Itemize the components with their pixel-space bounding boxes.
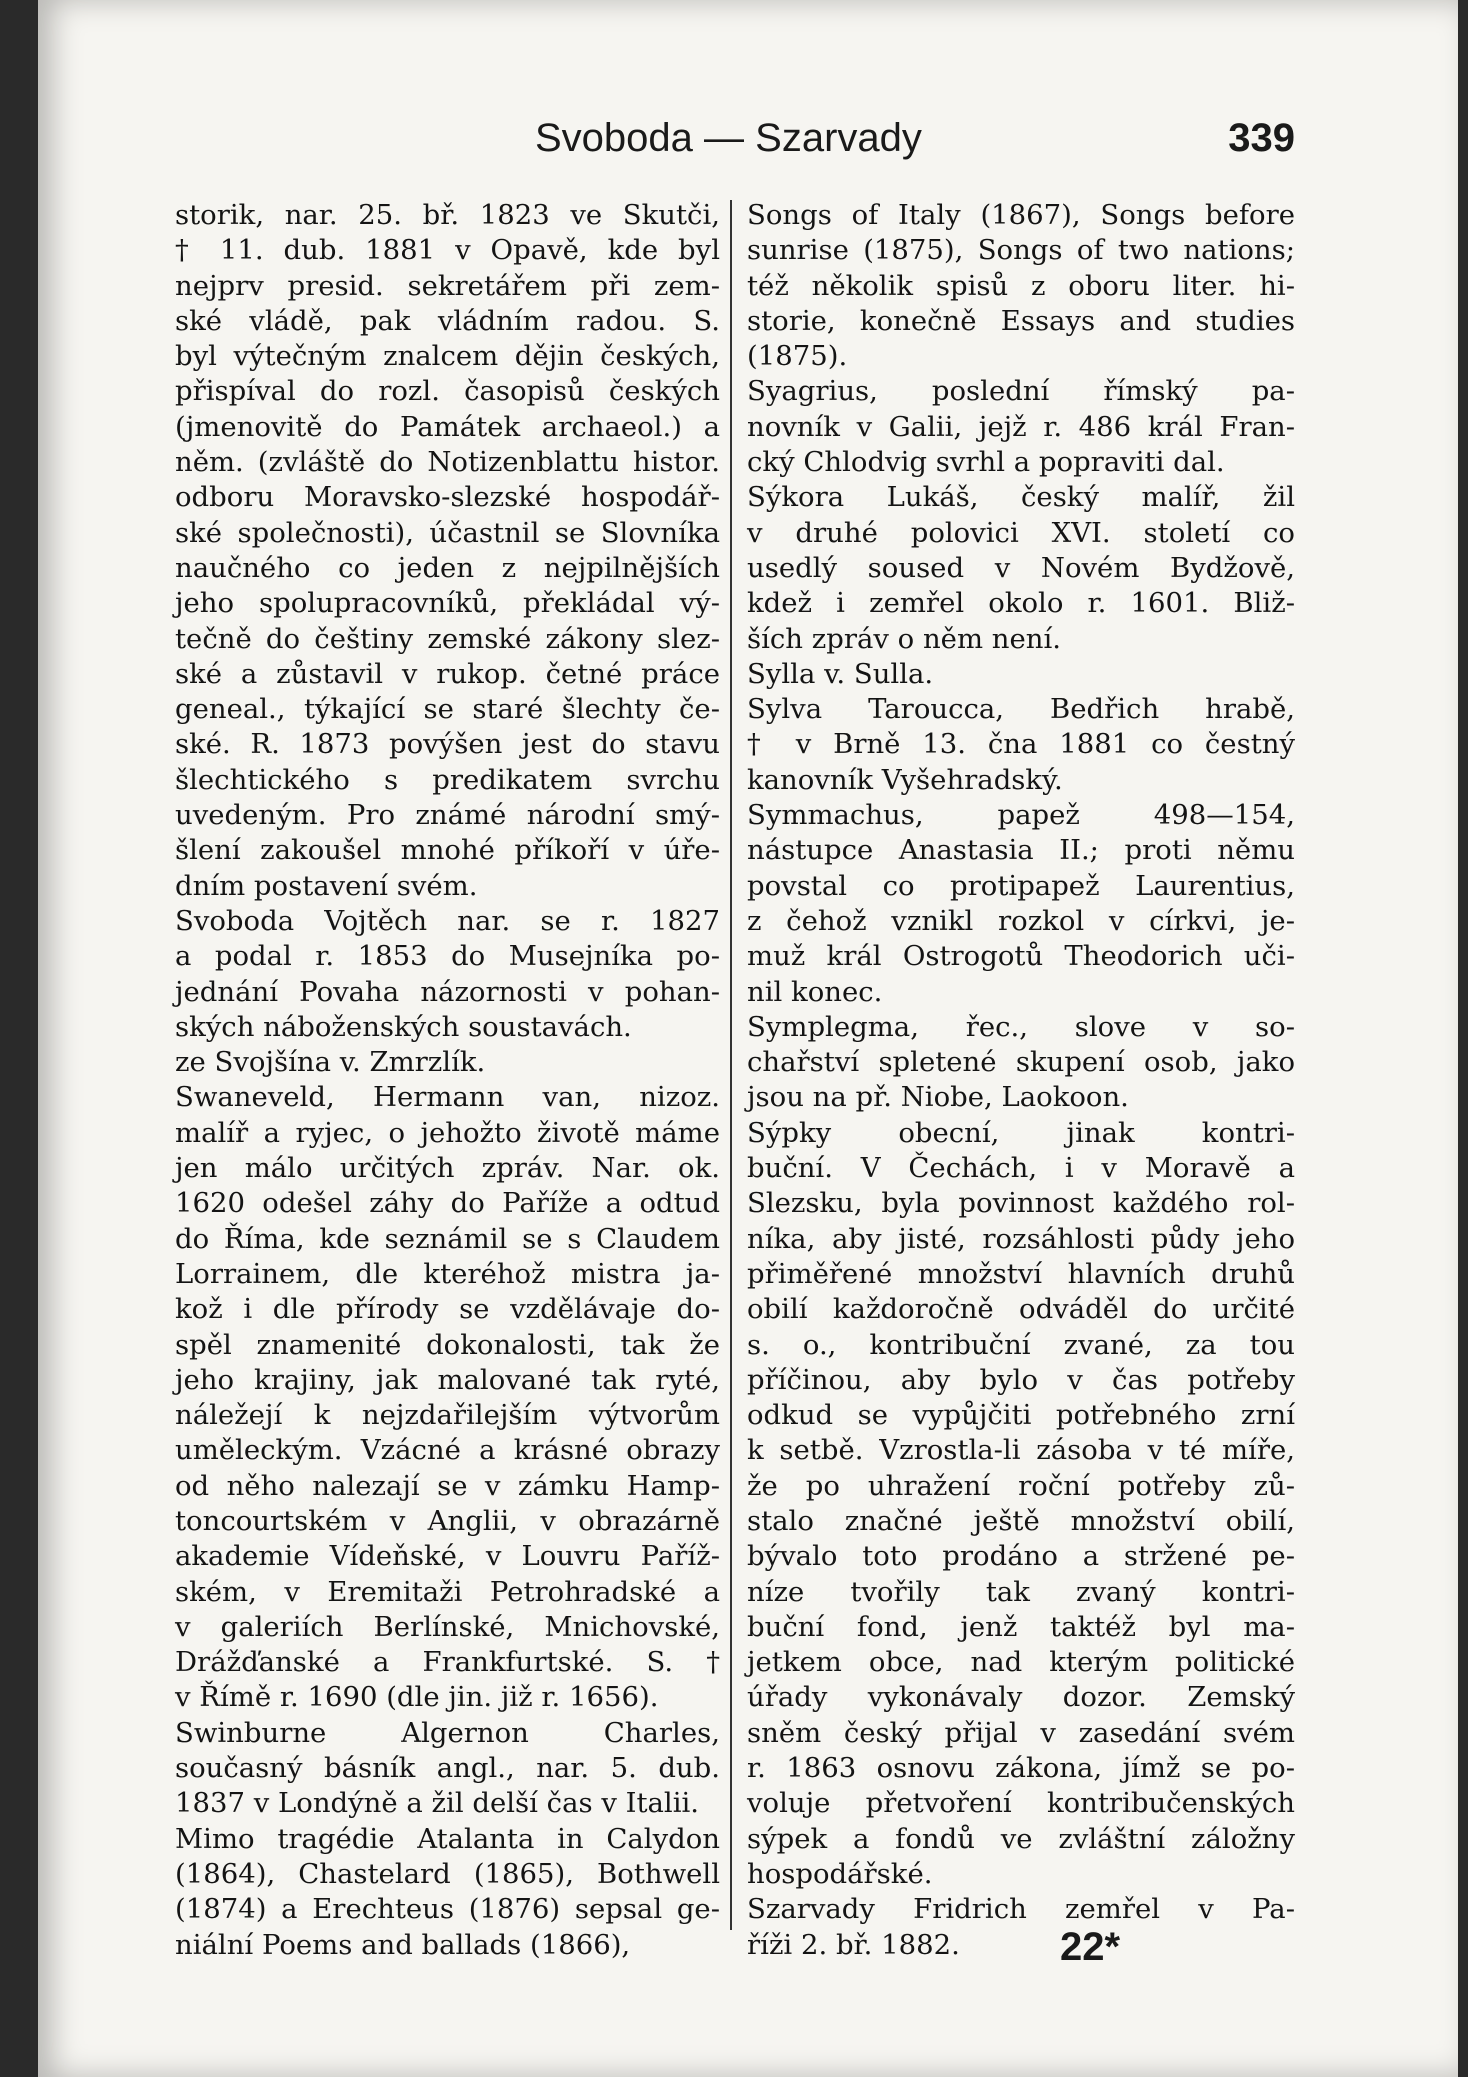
text-line: buční. V Čechách, i v Moravě a [747, 1152, 1295, 1185]
text-line: jen málo určitých zpráv. Nar. ok. [175, 1152, 720, 1185]
signature-mark: 22* [1060, 1925, 1121, 1969]
text-line: v Římě r. 1690 (dle jin. již r. 1656). [175, 1681, 659, 1714]
text-line: ské. R. 1873 povýšen jest do stavu [175, 728, 720, 761]
text-line: k setbě. Vzrostla-li zásoba v té míře, [747, 1434, 1295, 1467]
text-line: spěl znamenité dokonalosti, tak že [175, 1328, 720, 1361]
text-line: 1620 odešel záhy do Paříže a odtud [175, 1187, 720, 1220]
text-line: malíř a ryjec, o jehožto životě máme [175, 1116, 720, 1149]
text-line: nil konec. [747, 975, 883, 1008]
text-line: Lorrainem, dle kteréhož mistra ja- [175, 1257, 720, 1290]
text-line: cký Chlodvig svrhl a popraviti dal. [747, 446, 1225, 479]
text-line: z čehož vznikl rozkol v církvi, je- [747, 904, 1295, 937]
text-line: Songs of Italy (1867), Songs before [747, 199, 1295, 231]
text-line: (jmenovitě do Památek archaeol.) a [175, 410, 720, 443]
text-line: Slezsku, byla povinnost každého rol- [747, 1187, 1295, 1220]
text-line: uměleckým. Vzácné a krásné obrazy [175, 1434, 720, 1467]
text-line: šlení zakoušel mnohé příkoří v úře- [175, 834, 720, 867]
text-line: ských náboženských soustavách. [175, 1010, 632, 1043]
text-line: níze tvořily tak zvaný kontri- [747, 1575, 1295, 1608]
text-line: Symplegma, řec., slove v so- [747, 1010, 1295, 1043]
text-line: níka, aby jisté, rozsáhlosti půdy jeho [747, 1222, 1295, 1255]
left-column [175, 198, 720, 1963]
text-line: Drážďanské a Frankfurtské. S. † [175, 1646, 720, 1679]
text-line: též několik spisů z oboru liter. hi- [747, 269, 1295, 302]
text-line: jsou na př. Niobe, Laokoon. [747, 1081, 1129, 1114]
text-line: ském, v Eremitaži Petrohradské a [175, 1575, 720, 1608]
text-line: usedlý soused v Novém Bydžově, [747, 551, 1295, 584]
text-line: jeho krajiny, jak malované tak ryté, [175, 1363, 720, 1396]
text-line: stalo značné ještě množství obilí, [747, 1504, 1295, 1537]
text-line: kdež i zemřel okolo r. 1601. Bliž- [747, 587, 1295, 620]
text-line: akademie Vídeňské, v Louvru Paříž- [175, 1540, 720, 1573]
column-divider [730, 200, 732, 1930]
running-header [155, 116, 1295, 176]
text-line: chařství spletené skupení osob, jako [747, 1046, 1295, 1079]
text-line: příčinou, aby bylo v čas potřeby [747, 1363, 1295, 1396]
text-line: v druhé polovici XVI. století co [747, 516, 1295, 549]
text-line: (1864), Chastelard (1865), Bothwell [175, 1857, 720, 1890]
text-line: šlechtického s predikatem svrchu [175, 763, 720, 796]
text-line: úřady vykonávaly dozor. Zemský [747, 1681, 1295, 1714]
text-line: ších zpráv o něm není. [747, 622, 1062, 655]
text-line: Szarvady Fridrich zemřel v Pa- [747, 1893, 1295, 1926]
text-line: Sýkora Lukáš, český malíř, žil [747, 481, 1295, 514]
text-line: Swaneveld, Hermann van, nizoz. [175, 1081, 720, 1114]
text-line: ské společnosti), účastnil se Slovníka [175, 516, 720, 549]
text-line: ze Svojšína v. Zmrzlík. [175, 1046, 486, 1079]
text-line: Syagrius, poslední římský pa- [747, 375, 1295, 408]
text-line: Swinburne Algernon Charles, [175, 1716, 720, 1749]
running-title: Svoboda — Szarvady [535, 116, 922, 160]
text-line: sýpek a fondů ve zvláštní záložny [747, 1822, 1295, 1855]
text-line: sunrise (1875), Songs of two nations; [747, 234, 1295, 267]
text-line: sněm český přijal v zasedání svém [747, 1716, 1295, 1749]
text-line: obilí každoročně odváděl do určité [747, 1293, 1295, 1326]
text-line: jeho spolupracovníků, překládal vý- [175, 587, 720, 620]
text-line: 1837 v Londýně a žil delší čas v Italii. [175, 1787, 700, 1820]
text-line: storik, nar. 25. bř. 1823 ve Skutči, [175, 199, 720, 231]
text-line: (1874) a Erechteus (1876) sepsal ge- [175, 1893, 720, 1926]
text-line: (1875). [747, 340, 848, 373]
text-line: že po uhražení roční potřeby zů- [747, 1469, 1295, 1502]
text-line: jednání Povaha názornosti v pohan- [175, 975, 720, 1008]
text-line: v galeriích Berlínské, Mnichovské, [175, 1610, 720, 1643]
text-line: nejprv presid. sekretářem při zem- [175, 269, 720, 302]
text-line: odkud se vypůjčiti potřebného zrní [747, 1399, 1295, 1432]
text-line: niální Poems and ballads (1866), [175, 1928, 631, 1961]
text-line: hospodářské. [747, 1857, 933, 1890]
text-line: kanovník Vyšehradský. [747, 763, 1063, 796]
text-line: jetkem obce, nad kterým politické [747, 1646, 1295, 1679]
text-line: bývalo toto prodáno a stržené pe- [747, 1540, 1295, 1573]
text-line: Sýpky obecní, jinak kontri- [747, 1116, 1295, 1149]
text-line: storie, konečně Essays and studies [747, 304, 1295, 337]
text-line: naučného co jeden z nejpilnějších [175, 551, 720, 584]
text-line: dním postavení svém. [175, 869, 478, 902]
text-line: do Říma, kde seznámil se s Claudem [175, 1222, 720, 1255]
text-line: uvedeným. Pro známé národní smý- [175, 799, 720, 832]
text-line: byl výtečným znalcem dějin českých, [175, 340, 720, 373]
text-line: přispíval do rozl. časopisů českých [175, 375, 720, 408]
text-line: Symmachus, papež 498—154, [747, 799, 1295, 832]
text-line: r. 1863 osnovu zákona, jímž se po- [747, 1752, 1295, 1785]
text-line: ské vládě, pak vládním radou. S. [175, 304, 720, 337]
text-line: odboru Moravsko-slezské hospodář- [175, 481, 720, 514]
text-line: † 11. dub. 1881 v Opavě, kde byl [175, 234, 720, 267]
text-line: toncourtském v Anglii, v obrazárně [175, 1504, 720, 1537]
text-line: tečně do češtiny zemské zákony slez- [175, 622, 720, 655]
text-line: náležejí k nejzdařilejším výtvorům [175, 1399, 720, 1432]
text-line: geneal., týkající se staré šlechty če- [175, 693, 720, 726]
text-line: kož i dle přírody se vzdělávaje do- [175, 1293, 720, 1326]
text-line: nástupce Anastasia II.; proti němu [747, 834, 1295, 867]
text-line: něm. (zvláště do Notizenblattu histor. [175, 446, 720, 479]
text-line: Sylla v. Sulla. [747, 657, 934, 690]
right-column [747, 198, 1295, 1963]
page-number: 339 [1228, 116, 1295, 160]
text-line: muž král Ostrogotů Theodorich uči- [747, 940, 1295, 973]
text-line: od něho nalezají se v zámku Hamp- [175, 1469, 720, 1502]
text-line: Svoboda Vojtěch nar. se r. 1827 [175, 904, 720, 937]
text-line: přiměřené množství hlavních druhů [747, 1257, 1295, 1290]
text-line: voluje přetvoření kontribučenských [747, 1787, 1295, 1820]
text-line: říži 2. bř. 1882. [747, 1928, 960, 1961]
text-line: současný básník angl., nar. 5. dub. [175, 1752, 720, 1785]
text-line: povstal co protipapež Laurentius, [747, 869, 1295, 902]
text-line: buční fond, jenž taktéž byl ma- [747, 1610, 1295, 1643]
text-line: s. o., kontribuční zvané, za tou [747, 1328, 1295, 1361]
text-line: † v Brně 13. čna 1881 co čestný [747, 728, 1295, 761]
text-line: Sylva Taroucca, Bedřich hrabě, [747, 693, 1295, 726]
text-line: novník v Galii, jejž r. 486 král Fran- [747, 410, 1295, 443]
text-line: Mimo tragédie Atalanta in Calydon [175, 1822, 720, 1855]
text-line: ské a zůstavil v rukop. četné práce [175, 657, 720, 690]
text-line: a podal r. 1853 do Musejníka po- [175, 940, 720, 973]
